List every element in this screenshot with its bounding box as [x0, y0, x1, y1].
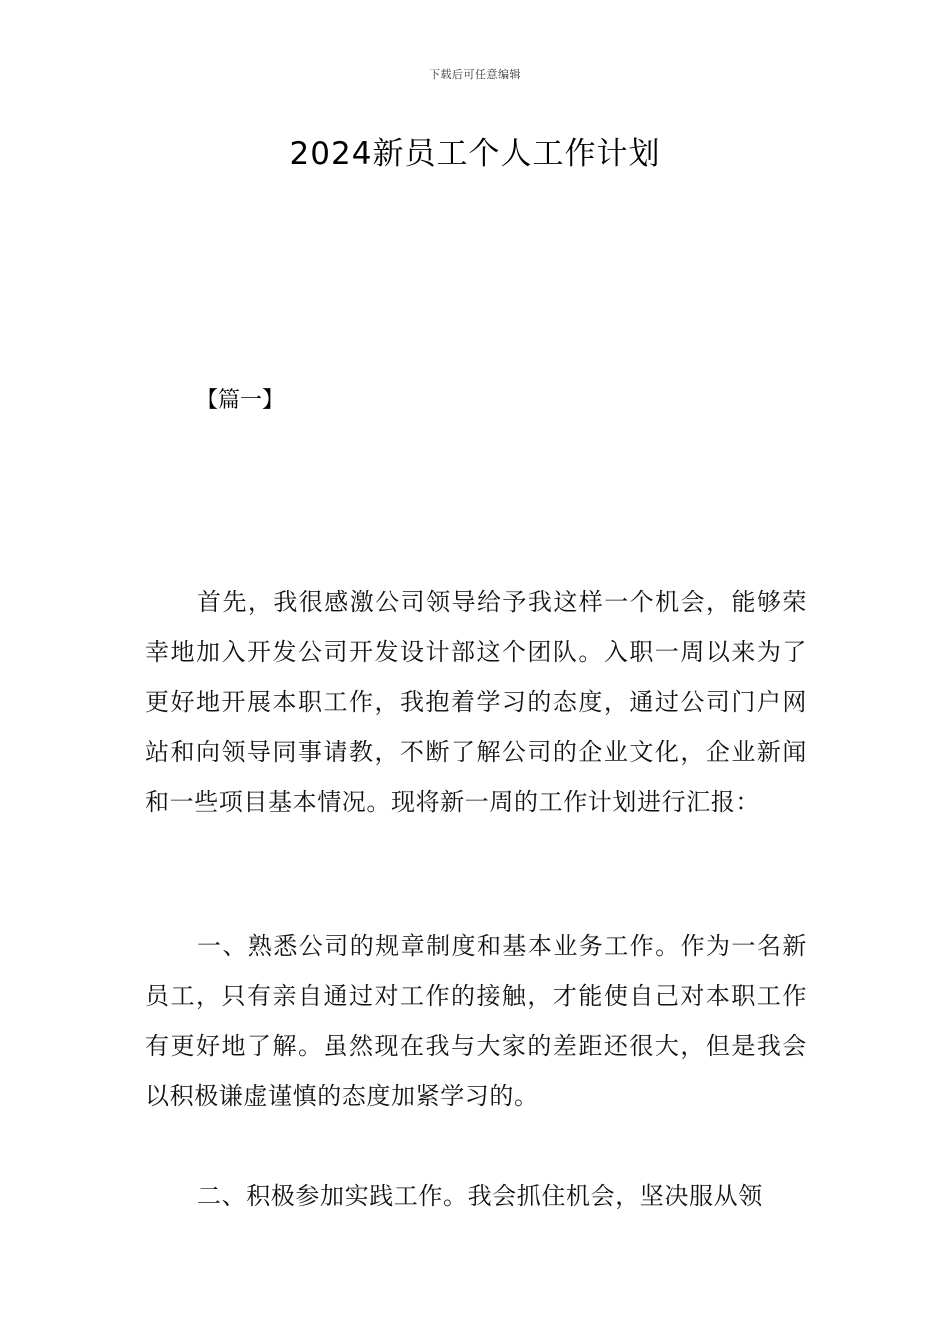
section-label: 【篇一】 [196, 388, 285, 413]
document-title: 2024新员工个人工作计划 [289, 136, 661, 172]
page-header-note: 下载后可任意编辑 [429, 68, 521, 81]
paragraph-item-two: 二、积极参加实践工作。我会抓住机会，坚决服从领 [197, 1182, 763, 1210]
paragraph-intro: 首先，我很感激公司领导给予我这样一个机会，能够荣幸地加入开发公司开发设计部这个团队。入职一周以来为了更好地开展本职工作，我抱着学习的态度，通过公司门户网站和向领导同事请教，不断了解公司的企业文化，企业新闻和一些项目基本情况。现将新一周的工作计划进行汇报： [145, 588, 807, 816]
paragraph-item-one: 一、熟悉公司的规章制度和基本业务工作。作为一名新员工，只有亲自通过对工作的接触，才能使自己对本职工作有更好地了解。虽然现在我与大家的差距还很大，但是我会以积极谦虚谨慎的态度加紧学习的。 [145, 932, 807, 1110]
